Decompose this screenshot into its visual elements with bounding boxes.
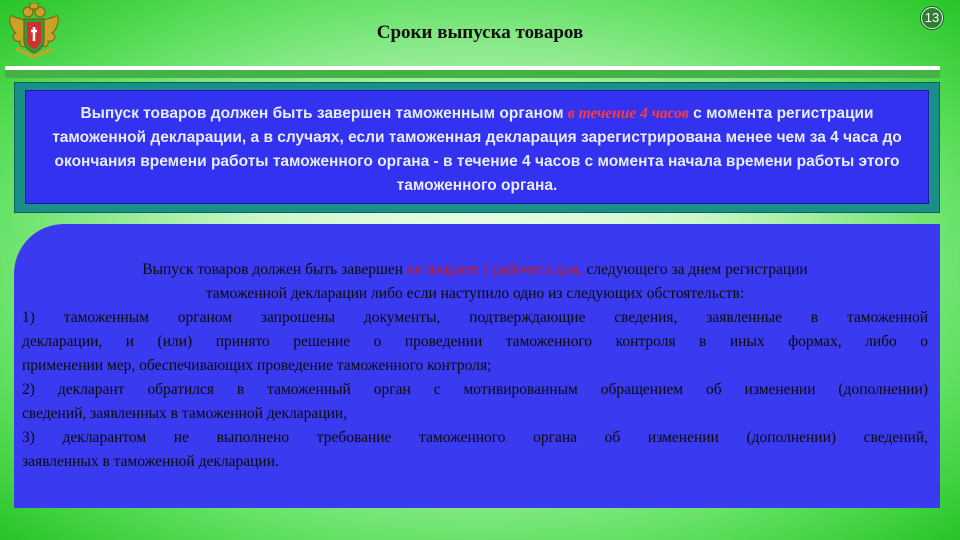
condition-2-line2: сведений, заявленных в таможенной декларации, — [22, 405, 348, 422]
conditions-intro-line1 — [22, 258, 928, 282]
rule-text-start: Выпуск товаров должен быть завершен таможенным органом — [80, 105, 568, 122]
rule-deadline-highlight: в течение 4 часов — [567, 105, 689, 122]
conditions-box — [14, 224, 940, 508]
intro-text-end: следующего за днем регистрации — [582, 261, 808, 278]
rule-text-end: с момента регистрации таможенной декларации, а в случаях, если таможенная декларация зарегистрирована менее чем за 4 часа до окончания времени работы таможенного органа - в течение 4 часов с момента начала времени работы этого таможенного органа. — [52, 105, 902, 194]
rule-box — [25, 90, 929, 204]
page-number-badge: 13 — [921, 7, 943, 29]
condition-2-line1: 2) декларант обратился в таможенный орган с мотивированным обращением об изменении (дополнении) — [22, 381, 928, 398]
header-divider-green — [5, 70, 940, 78]
intro-text-start: Выпуск товаров должен быть завершен — [142, 261, 407, 278]
condition-3-line1: 3) декларантом не выполнено требование таможенного органа об изменении (дополнении) сведений, — [22, 429, 928, 446]
conditions-intro-line2: таможенной декларации либо если наступило одно из следующих обстоятельств: — [205, 285, 745, 302]
deadline-highlight: не позднее 1 рабочего дня, — [406, 261, 583, 278]
condition-1-line2: декларации, и (или) принято решение о проведении таможенного контроля в иных формах, либо о — [22, 333, 928, 350]
condition-3-line2: заявленных в таможенной декларации. — [22, 453, 279, 470]
condition-1-line3: применении мер, обеспечивающих проведение таможенного контроля; — [22, 357, 492, 374]
slide-title: Сроки выпуска товаров — [376, 22, 584, 43]
condition-1-line1: 1) таможенным органом запрошены документы, подтверждающие сведения, заявленные в таможенной — [22, 309, 928, 326]
